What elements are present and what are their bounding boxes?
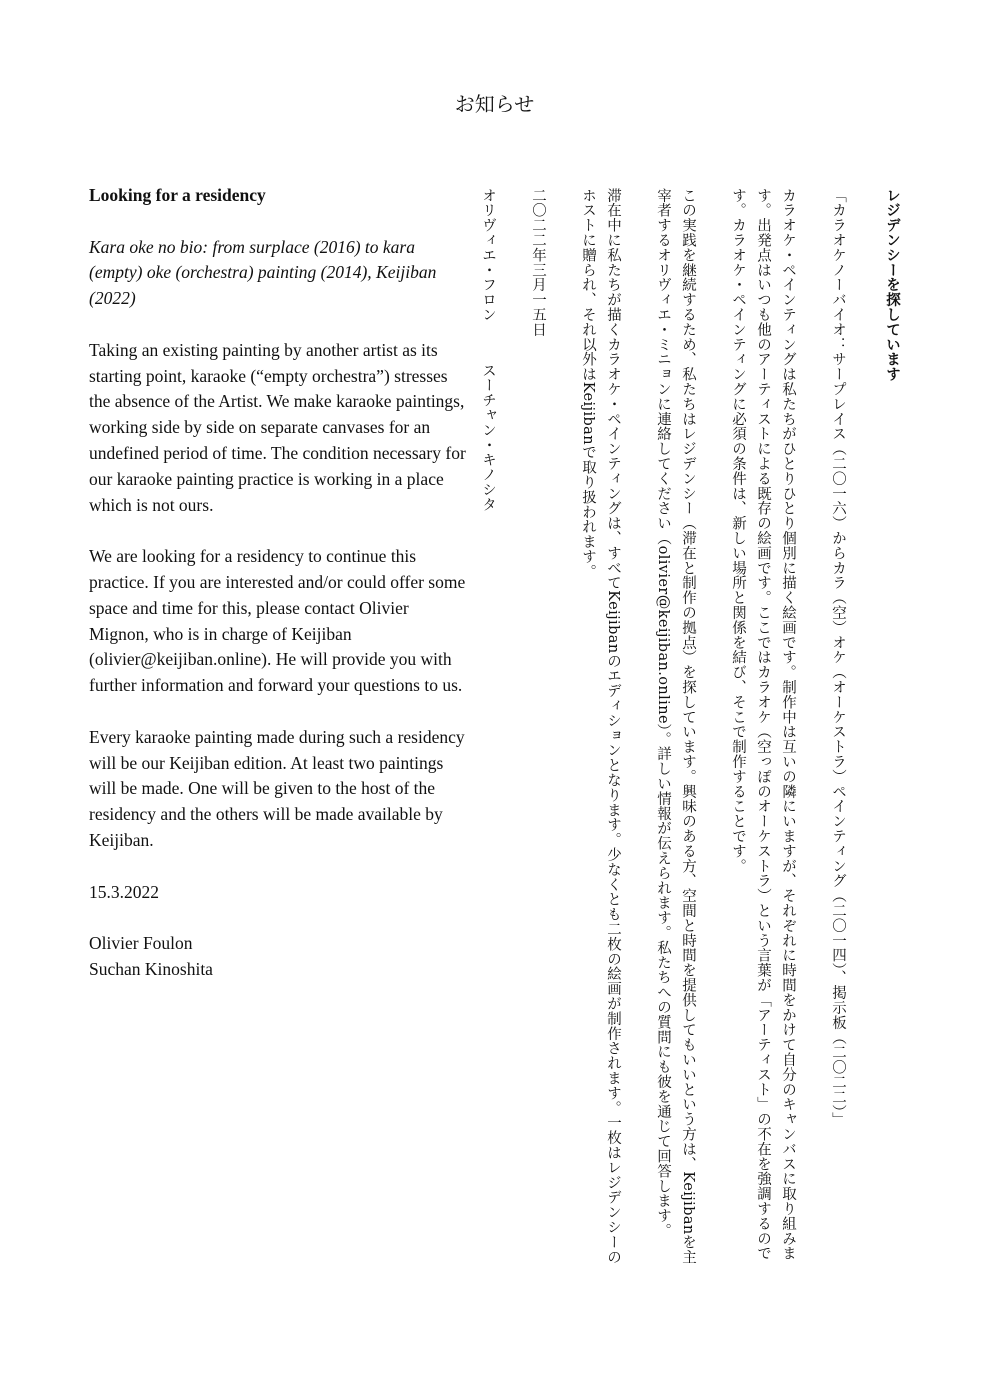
english-signature-kinoshita: Suchan Kinoshita xyxy=(89,958,213,979)
japanese-subtitle: 「カラオケノーバイオ：サープレイス（二〇一六）からカラ（空）オケ（オーケストラ）ペインティング（二〇一四）、掲示板（二〇二二）」 xyxy=(830,188,846,1128)
english-paragraph-3: Every karaoke painting made during such a residency will be our Keijiban edition. At least two paintings will be made. One will be given to the host of the residency and the others will be made available by Keijiban. xyxy=(89,726,465,850)
japanese-column xyxy=(475,188,905,1278)
japanese-paragraph-3: 滞在中に私たちが描くカラオケ・ペインティングは、すべてKeijibanのエディションとなります。少なくとも二枚の絵画が制作されます。一枚はレジデンシーのホストに贈られ、それ以外はKeijibanで取り扱われます。 xyxy=(580,188,621,1265)
japanese-heading: レジデンシーを探しています xyxy=(884,188,901,382)
english-heading: Looking for a residency xyxy=(89,185,266,205)
english-signature-foulon: Olivier Foulon xyxy=(89,933,193,954)
japanese-date: 二〇二二年三月一五日 xyxy=(530,188,546,337)
japanese-paragraph-2: この実践を継続するため、私たちはレジデンシー（滞在と制作の拠点）を探しています。興味のある方、空間と時間を提供してもいいという方は、Keijibanを主宰者するオリヴィエ・ミニョンに連絡してください（olivier@keijiban.online）。詳しい情報が伝えられます。私たちへの質問にも彼を通じて回答します。 xyxy=(655,188,696,1265)
page-title: お知らせ xyxy=(454,92,535,116)
english-date: 15.3.2022 xyxy=(89,881,159,902)
japanese-signature-kinoshita: スーチャン・キノシタ xyxy=(480,363,496,513)
japanese-paragraph-1: カラオケ・ペインティングは私たちがひとりひとり個別に描く絵画です。制作中は互いの隣にいますが、それぞれに時間をかけて自分のキャンバスに取り組みます。出発点はいつも他のアーティストによる既存の絵画です。ここではカラオケ（空っぽのオーケストラ）という言葉が「アーティスト」の不在を強調するのです。カラオケ・ペインティングに必須の条件は、新しい場所と関係を結び、そこで制作することです。 xyxy=(730,188,796,1261)
japanese-signature-foulon: オリヴィエ・フロン xyxy=(480,188,496,323)
english-paragraph-2: We are looking for a residency to continue this practice. If you are interested and/or could offer some space and time for this, please contact Olivier Mignon, who is in charge of Keijiban (olivier@keijiban.online). He will provide you with further information and forward your questions to us. xyxy=(89,546,466,696)
english-subtitle: Kara oke no bio: from surplace (2016) to kara (empty) oke (orchestra) painting (2014), Keijiban (2022) xyxy=(89,236,437,309)
english-column xyxy=(89,183,467,983)
english-paragraph-1: Taking an existing painting by another artist as its starting point, karaoke (“empty orchestra”) stresses the absence of the Artist. We make karaoke paintings, working side by side on separate canvases for an undefined period of time. The condition necessary for our karaoke painting practice is working in a place which is not ours. xyxy=(89,339,466,515)
english-signatures xyxy=(89,931,467,983)
japanese-signatures xyxy=(475,188,500,1278)
